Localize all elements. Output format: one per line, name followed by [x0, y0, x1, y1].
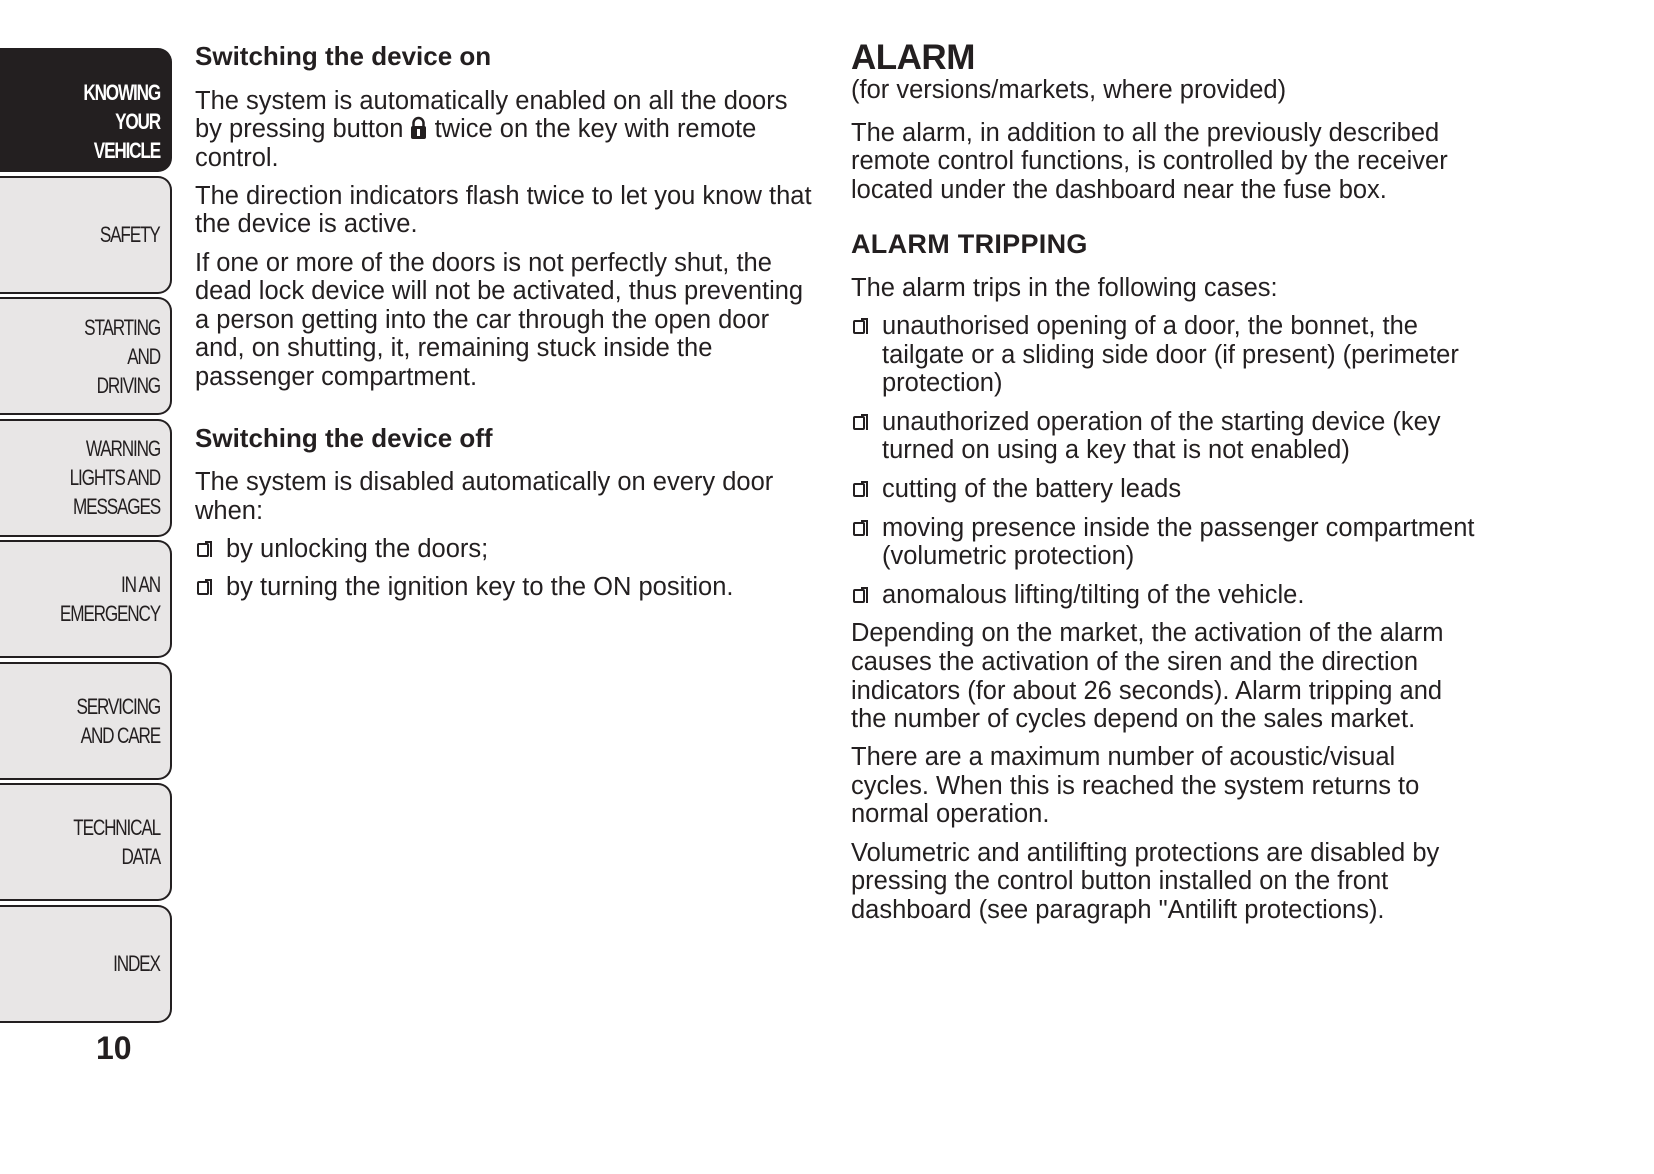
- checkbox-bullet-icon: [853, 483, 865, 497]
- checkbox-bullet-icon: [197, 581, 209, 595]
- checkbox-bullet-icon: [853, 416, 865, 430]
- subtitle: (for versions/markets, where provided): [851, 76, 1287, 104]
- checkbox-bullet-icon: [853, 522, 865, 536]
- list-item: by unlocking the doors;: [195, 535, 820, 564]
- list-item: cutting of the battery leads: [851, 475, 1476, 504]
- tab-starting-and-driving[interactable]: STARTING AND DRIVING: [0, 297, 172, 415]
- paragraph: There are a maximum number of acoustic/visual cycles. When this is reached the system returns to normal operation.: [851, 743, 1420, 829]
- tab-warning-lights[interactable]: WARNING LIGHTS AND MESSAGES: [0, 419, 172, 537]
- checkbox-bullet-icon: [197, 543, 209, 557]
- paragraph: The alarm, in addition to all the previously described remote control functions, is controlled by the receiver located under the dashboard near the fuse box.: [851, 118, 1448, 204]
- tab-servicing-and-care[interactable]: SERVICING AND CARE: [0, 662, 172, 780]
- paragraph: Volumetric and antilifting protections are disabled by pressing the control button installed on the front dashboard (see paragraph "Antilift protections).: [851, 838, 1440, 924]
- paragraph: The direction indicators flash twice to let you know that the device is active.: [195, 181, 812, 239]
- list-item: unauthorized operation of the starting device (key turned on using a key that is not enabled): [851, 408, 1476, 465]
- tab-knowing-your-vehicle[interactable]: KNOWING YOUR VEHICLE: [0, 48, 172, 172]
- heading-alarm-tripping: ALARM TRIPPING: [851, 229, 1088, 260]
- heading-switching-off: Switching the device off: [195, 422, 493, 453]
- list-item: unauthorised opening of a door, the bonnet, the tailgate or a sliding side door (if present) (perimeter protection): [851, 312, 1476, 398]
- chapter-tabs: [0, 48, 172, 1026]
- list-item: moving presence inside the passenger compartment (volumetric protection): [851, 514, 1476, 571]
- tab-technical-data[interactable]: TECHNICAL DATA: [0, 783, 172, 901]
- paragraph: Depending on the market, the activation of the alarm causes the activation of the siren and the direction indicators (for about 26 seconds). Alarm tripping and the number of cycles depend on the sales market.: [851, 619, 1444, 734]
- page-number: 10: [96, 1030, 132, 1066]
- heading-switching-on: Switching the device on: [195, 41, 492, 71]
- paragraph: If one or more of the doors is not perfectly shut, the dead lock device will not be activated, thus preventing a person getting into the car through the open door and, on shutting, it, remaining stuck inside the passenger compartment.: [195, 248, 804, 391]
- paragraph: The system is automatically enabled on all the doors by pressing button twice on the key with remote control.: [195, 86, 788, 172]
- paragraph: The alarm trips in the following cases:: [851, 273, 1278, 302]
- right-column: [851, 40, 1476, 934]
- bullet-list: [195, 535, 820, 602]
- tab-safety[interactable]: SAFETY: [0, 176, 172, 294]
- checkbox-bullet-icon: [853, 589, 865, 603]
- tab-index[interactable]: INDEX: [0, 905, 172, 1023]
- list-item: anomalous lifting/tilting of the vehicle.: [851, 581, 1476, 610]
- lock-icon: [410, 116, 427, 140]
- paragraph: The system is disabled automatically on every door when:: [195, 468, 774, 525]
- bullet-list: [851, 312, 1476, 609]
- tab-in-an-emergency[interactable]: IN AN EMERGENCY: [0, 540, 172, 658]
- left-column: [195, 42, 820, 612]
- checkbox-bullet-icon: [853, 320, 865, 334]
- heading-alarm: ALARM: [851, 38, 975, 77]
- list-item: by turning the ignition key to the ON position.: [195, 573, 820, 602]
